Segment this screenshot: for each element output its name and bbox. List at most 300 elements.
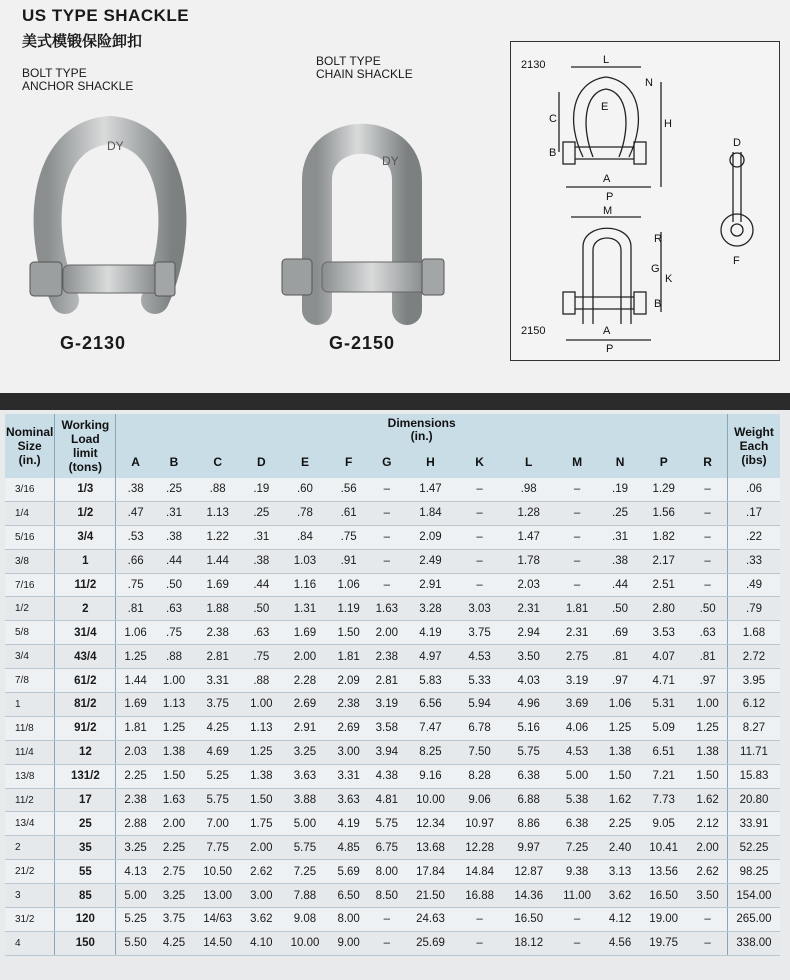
cell-dimension: 1.00 <box>242 693 280 717</box>
header-line: Nominal <box>6 425 54 439</box>
cell-dimension: 3.19 <box>368 693 406 717</box>
cell-load: 61/2 <box>55 669 116 693</box>
cell-dimension: 2.38 <box>330 693 368 717</box>
cell-dimension: 9.38 <box>553 860 601 884</box>
cell-dimension: .63 <box>688 621 727 645</box>
cell-dimension: .66 <box>116 549 155 573</box>
col-header-dim: F <box>330 446 368 478</box>
cell-dimension: 7.88 <box>280 884 329 908</box>
header-line: Weight <box>734 425 774 439</box>
shackle-stamp: DY <box>382 154 399 168</box>
caption-line: CHAIN SHACKLE <box>316 67 413 81</box>
cell-dimension: 10.00 <box>406 788 455 812</box>
cell-dimension: .78 <box>280 501 329 525</box>
cell-size: 1/4 <box>5 501 55 525</box>
caption-line: BOLT TYPE <box>316 54 381 68</box>
cell-dimension: 1.00 <box>155 669 193 693</box>
cell-dimension: 12.28 <box>455 836 504 860</box>
cell-dimension: 2.88 <box>116 812 155 836</box>
cell-dimension: 3.63 <box>280 764 329 788</box>
cell-dimension: 5.25 <box>116 908 155 932</box>
cell-dimension: 5.00 <box>280 812 329 836</box>
cell-dimension: 5.50 <box>116 931 155 955</box>
dimension-letter-row <box>5 446 780 478</box>
cell-size: 31/2 <box>5 908 55 932</box>
cell-dimension: 5.09 <box>639 716 688 740</box>
cell-dimension: 10.00 <box>280 931 329 955</box>
table-row <box>5 908 780 932</box>
cell-dimension: 6.78 <box>455 716 504 740</box>
cell-dimension: .31 <box>242 525 280 549</box>
cell-dimension: 2.91 <box>406 573 455 597</box>
cell-dimension: .88 <box>193 478 242 501</box>
cell-dimension: 8.50 <box>368 884 406 908</box>
cell-dimension: 2.51 <box>639 573 688 597</box>
cell-dimension: 2.81 <box>368 669 406 693</box>
table-body <box>5 478 780 955</box>
col-header-dim: H <box>406 446 455 478</box>
diagram-letter: R <box>654 233 662 245</box>
cell-dimension: 1.03 <box>280 549 329 573</box>
cell-dimension: 1.19 <box>330 597 368 621</box>
diagram-label: 2150 <box>521 325 546 337</box>
table-row <box>5 716 780 740</box>
cell-dimension: .84 <box>280 525 329 549</box>
header-line: Size <box>17 439 42 453</box>
diagram-drawing <box>511 42 779 360</box>
cell-weight: 52.25 <box>728 836 781 860</box>
cell-dimension: 2.00 <box>280 645 329 669</box>
cell-dimension: 1.69 <box>193 573 242 597</box>
cell-dimension: 4.97 <box>406 645 455 669</box>
cell-dimension: 1.38 <box>688 740 727 764</box>
cell-dimension: 1.50 <box>242 788 280 812</box>
cell-size: 3/16 <box>5 478 55 501</box>
cell-weight: 33.91 <box>728 812 781 836</box>
cell-dimension: 14.84 <box>455 860 504 884</box>
cell-dimension: 2.00 <box>242 836 280 860</box>
cell-dimension: 1.84 <box>406 501 455 525</box>
cell-dimension: .88 <box>242 669 280 693</box>
cell-dimension: 5.69 <box>330 860 368 884</box>
cell-dimension: 13.68 <box>406 836 455 860</box>
cell-dimension: 3.69 <box>553 693 601 717</box>
cell-dimension: 7.00 <box>193 812 242 836</box>
table-row <box>5 788 780 812</box>
header-line: Dimensions <box>387 416 456 430</box>
cell-dimension: .63 <box>242 621 280 645</box>
col-header-dim: E <box>280 446 329 478</box>
col-header-dim: R <box>688 446 727 478</box>
cell-dimension: .50 <box>242 597 280 621</box>
cell-dimension: 3.00 <box>330 740 368 764</box>
diagram-letter: N <box>645 77 653 89</box>
cell-dimension: 3.25 <box>155 884 193 908</box>
cell-dimension: 5.00 <box>116 884 155 908</box>
cell-dimension: 1.25 <box>601 716 639 740</box>
cell-dimension: .53 <box>116 525 155 549</box>
diagram-letter: G <box>651 263 660 275</box>
cell-dimension: 2.81 <box>193 645 242 669</box>
cell-dimension: 1.25 <box>155 716 193 740</box>
cell-dimension: 2.09 <box>330 669 368 693</box>
cell-dimension: 1.28 <box>504 501 553 525</box>
cell-dimension: 1.00 <box>688 693 727 717</box>
cell-dimension: .38 <box>242 549 280 573</box>
cell-dimension: 3.31 <box>193 669 242 693</box>
cell-dimension: – <box>688 501 727 525</box>
cell-weight: .22 <box>728 525 781 549</box>
cell-size: 3 <box>5 884 55 908</box>
cell-dimension: 8.28 <box>455 764 504 788</box>
cell-dimension: 3.75 <box>193 693 242 717</box>
cell-dimension: 1.25 <box>242 740 280 764</box>
table-row <box>5 693 780 717</box>
cell-dimension: 2.00 <box>688 836 727 860</box>
cell-dimension: 1.38 <box>242 764 280 788</box>
cell-dimension: 19.00 <box>639 908 688 932</box>
cell-dimension: 5.16 <box>504 716 553 740</box>
cell-size: 13/8 <box>5 764 55 788</box>
cell-load: 131/2 <box>55 764 116 788</box>
cell-dimension: 3.25 <box>280 740 329 764</box>
cell-dimension: 2.00 <box>368 621 406 645</box>
diagram-letter: P <box>606 191 614 203</box>
cell-dimension: .50 <box>688 597 727 621</box>
cell-dimension: 3.53 <box>639 621 688 645</box>
cell-dimension: 18.12 <box>504 931 553 955</box>
cell-dimension: 2.12 <box>688 812 727 836</box>
cell-dimension: .63 <box>155 597 193 621</box>
cell-dimension: 2.03 <box>116 740 155 764</box>
page-title-chinese: 美式模锻保险卸扣 <box>22 33 143 50</box>
header-line: (ibs) <box>741 453 767 467</box>
cell-dimension: 24.63 <box>406 908 455 932</box>
cell-dimension: 1.50 <box>601 764 639 788</box>
cell-dimension: .25 <box>155 478 193 501</box>
cell-dimension: .50 <box>601 597 639 621</box>
cell-dimension: 3.19 <box>553 669 601 693</box>
cell-dimension: .75 <box>242 645 280 669</box>
cell-dimension: .97 <box>601 669 639 693</box>
cell-dimension: .19 <box>242 478 280 501</box>
cell-dimension: 17.84 <box>406 860 455 884</box>
cell-dimension: 7.25 <box>280 860 329 884</box>
cell-dimension: 2.69 <box>330 716 368 740</box>
cell-dimension: 1.25 <box>688 716 727 740</box>
table-row <box>5 740 780 764</box>
cell-dimension: 13.00 <box>193 884 242 908</box>
table-row <box>5 645 780 669</box>
cell-dimension: 2.94 <box>504 621 553 645</box>
cell-dimension: 1.47 <box>504 525 553 549</box>
cell-load: 120 <box>55 908 116 932</box>
cell-dimension: – <box>455 549 504 573</box>
cell-dimension: 16.88 <box>455 884 504 908</box>
cell-dimension: 1.13 <box>242 716 280 740</box>
cell-dimension: 1.44 <box>193 549 242 573</box>
table-row <box>5 478 780 501</box>
cell-dimension: 1.22 <box>193 525 242 549</box>
cell-dimension: .38 <box>601 549 639 573</box>
cell-dimension: .50 <box>155 573 193 597</box>
cell-weight: 338.00 <box>728 931 781 955</box>
cell-load: 43/4 <box>55 645 116 669</box>
cell-dimension: 4.25 <box>155 931 193 955</box>
section-divider <box>0 393 790 410</box>
cell-weight: .06 <box>728 478 781 501</box>
cell-dimension: 7.25 <box>553 836 601 860</box>
cell-dimension: 4.53 <box>553 740 601 764</box>
header-line: (in.) <box>18 453 41 467</box>
cell-dimension: – <box>368 478 406 501</box>
cell-dimension: 14/63 <box>193 908 242 932</box>
cell-weight: .33 <box>728 549 781 573</box>
cell-size: 5/8 <box>5 621 55 645</box>
cell-dimension: 4.12 <box>601 908 639 932</box>
cell-dimension: – <box>688 525 727 549</box>
cell-dimension: 8.86 <box>504 812 553 836</box>
header-line: (in.) <box>410 429 433 443</box>
cell-dimension: 2.25 <box>116 764 155 788</box>
cell-dimension: 3.63 <box>330 788 368 812</box>
cell-weight: 3.95 <box>728 669 781 693</box>
cell-dimension: 7.47 <box>406 716 455 740</box>
cell-dimension: 3.75 <box>455 621 504 645</box>
cell-load: 1/2 <box>55 501 116 525</box>
cell-dimension: 2.00 <box>155 812 193 836</box>
cell-dimension: 1.06 <box>601 693 639 717</box>
table-row <box>5 884 780 908</box>
col-header-dim: N <box>601 446 639 478</box>
cell-dimension: 1.25 <box>116 645 155 669</box>
cell-dimension: .69 <box>601 621 639 645</box>
header-line: limit <box>73 446 98 460</box>
page-title: US TYPE SHACKLE <box>22 6 190 25</box>
cell-dimension: 1.56 <box>639 501 688 525</box>
cell-dimension: 2.91 <box>280 716 329 740</box>
cell-dimension: 1.50 <box>330 621 368 645</box>
cell-dimension: 2.38 <box>193 621 242 645</box>
table-row <box>5 549 780 573</box>
cell-dimension: 1.29 <box>639 478 688 501</box>
diagram-letter: B <box>654 298 662 310</box>
cell-size: 11/4 <box>5 740 55 764</box>
cell-dimension: 1.69 <box>280 621 329 645</box>
cell-dimension: 5.75 <box>504 740 553 764</box>
specification-table <box>5 414 780 956</box>
cell-dimension: 5.25 <box>193 764 242 788</box>
cell-dimension: – <box>455 525 504 549</box>
cell-load: 3/4 <box>55 525 116 549</box>
chain-shackle-image <box>262 120 452 330</box>
col-header-dim: G <box>368 446 406 478</box>
cell-dimension: 7.75 <box>193 836 242 860</box>
cell-dimension: 14.50 <box>193 931 242 955</box>
cell-dimension: 5.75 <box>280 836 329 860</box>
cell-size: 3/8 <box>5 549 55 573</box>
cell-dimension: 1.16 <box>280 573 329 597</box>
table-row <box>5 764 780 788</box>
cell-dimension: 1.44 <box>116 669 155 693</box>
cell-dimension: 1.31 <box>280 597 329 621</box>
cell-dimension: 4.07 <box>639 645 688 669</box>
cell-dimension: 1.38 <box>155 740 193 764</box>
caption-line: BOLT TYPE <box>22 66 87 80</box>
cell-dimension: .19 <box>601 478 639 501</box>
cell-weight: .79 <box>728 597 781 621</box>
cell-dimension: 14.36 <box>504 884 553 908</box>
cell-dimension: – <box>688 931 727 955</box>
cell-dimension: 1.38 <box>601 740 639 764</box>
cell-dimension: 6.75 <box>368 836 406 860</box>
cell-weight: 1.68 <box>728 621 781 645</box>
cell-dimension: 3.75 <box>155 908 193 932</box>
diagram-letter: B <box>549 147 557 159</box>
cell-dimension: 2.31 <box>553 621 601 645</box>
table-row <box>5 621 780 645</box>
cell-weight: 20.80 <box>728 788 781 812</box>
cell-dimension: 4.13 <box>116 860 155 884</box>
cell-dimension: 2.25 <box>155 836 193 860</box>
cell-load: 25 <box>55 812 116 836</box>
cell-dimension: .44 <box>155 549 193 573</box>
cell-load: 11/2 <box>55 573 116 597</box>
cell-dimension: 5.83 <box>406 669 455 693</box>
cell-dimension: 10.97 <box>455 812 504 836</box>
cell-weight: .49 <box>728 573 781 597</box>
cell-dimension: .91 <box>330 549 368 573</box>
cell-dimension: .81 <box>116 597 155 621</box>
cell-dimension: 2.75 <box>155 860 193 884</box>
cell-dimension: 4.38 <box>368 764 406 788</box>
cell-dimension: 3.62 <box>242 908 280 932</box>
cell-dimension: 2.62 <box>688 860 727 884</box>
cell-dimension: – <box>455 501 504 525</box>
col-header-dim: D <box>242 446 280 478</box>
table-row <box>5 573 780 597</box>
cell-size: 1/2 <box>5 597 55 621</box>
cell-dimension: 19.75 <box>639 931 688 955</box>
cell-dimension: 5.94 <box>455 693 504 717</box>
cell-dimension: 1.69 <box>116 693 155 717</box>
cell-dimension: 10.41 <box>639 836 688 860</box>
cell-dimension: 9.05 <box>639 812 688 836</box>
cell-dimension: 2.31 <box>504 597 553 621</box>
cell-dimension: 2.03 <box>504 573 553 597</box>
cell-load: 85 <box>55 884 116 908</box>
table-row <box>5 597 780 621</box>
cell-dimension: 9.00 <box>330 931 368 955</box>
cell-dimension: – <box>688 908 727 932</box>
cell-dimension: 3.58 <box>368 716 406 740</box>
cell-load: 150 <box>55 931 116 955</box>
cell-dimension: .31 <box>601 525 639 549</box>
cell-size: 4 <box>5 931 55 955</box>
table-row <box>5 836 780 860</box>
cell-dimension: 1.82 <box>639 525 688 549</box>
cell-dimension: – <box>688 478 727 501</box>
cell-dimension: 7.50 <box>455 740 504 764</box>
cell-dimension: 2.38 <box>368 645 406 669</box>
cell-dimension: 9.16 <box>406 764 455 788</box>
cell-dimension: 16.50 <box>639 884 688 908</box>
header-line: (tons) <box>68 460 102 474</box>
col-header-dimensions <box>116 414 728 446</box>
cell-dimension: 1.50 <box>155 764 193 788</box>
cell-dimension: 4.96 <box>504 693 553 717</box>
col-header-dim: C <box>193 446 242 478</box>
cell-size: 7/8 <box>5 669 55 693</box>
cell-dimension: – <box>553 908 601 932</box>
diagram-letter: A <box>603 173 611 185</box>
table-row <box>5 931 780 955</box>
diagram-letter: L <box>603 54 610 66</box>
cell-load: 81/2 <box>55 693 116 717</box>
model-label-g2150: G-2150 <box>329 333 396 353</box>
cell-dimension: .81 <box>601 645 639 669</box>
cell-dimension: 3.25 <box>116 836 155 860</box>
cell-size: 13/4 <box>5 812 55 836</box>
cell-dimension: .38 <box>155 525 193 549</box>
cell-dimension: – <box>368 931 406 955</box>
cell-dimension: – <box>368 573 406 597</box>
cell-dimension: – <box>368 908 406 932</box>
cell-dimension: 3.03 <box>455 597 504 621</box>
cell-dimension: 1.75 <box>242 812 280 836</box>
header-line: Working <box>61 418 110 432</box>
cell-dimension: 4.10 <box>242 931 280 955</box>
cell-dimension: 4.19 <box>330 812 368 836</box>
cell-dimension: 5.31 <box>639 693 688 717</box>
cell-dimension: – <box>553 573 601 597</box>
cell-load: 2 <box>55 597 116 621</box>
cell-dimension: – <box>455 478 504 501</box>
cell-dimension: .25 <box>601 501 639 525</box>
cell-weight: 15.83 <box>728 764 781 788</box>
cell-dimension: 1.50 <box>688 764 727 788</box>
cell-dimension: .60 <box>280 478 329 501</box>
cell-dimension: 2.09 <box>406 525 455 549</box>
diagram-label: 2130 <box>521 59 546 71</box>
cell-dimension: 4.81 <box>368 788 406 812</box>
cell-weight: 6.12 <box>728 693 781 717</box>
chain-shackle-caption <box>316 55 413 81</box>
cell-dimension: .75 <box>116 573 155 597</box>
cell-dimension: 5.75 <box>368 812 406 836</box>
cell-dimension: 2.80 <box>639 597 688 621</box>
cell-load: 1/3 <box>55 478 116 501</box>
col-header-dim: A <box>116 446 155 478</box>
cell-size: 1 <box>5 693 55 717</box>
cell-dimension: 4.19 <box>406 621 455 645</box>
cell-dimension: .75 <box>330 525 368 549</box>
cell-dimension: 1.81 <box>330 645 368 669</box>
cell-weight: 2.72 <box>728 645 781 669</box>
cell-dimension: 12.87 <box>504 860 553 884</box>
cell-dimension: .97 <box>688 669 727 693</box>
cell-load: 91/2 <box>55 716 116 740</box>
cell-dimension: 3.13 <box>601 860 639 884</box>
cell-dimension: – <box>688 573 727 597</box>
cell-weight: 11.71 <box>728 740 781 764</box>
cell-dimension: 8.00 <box>330 908 368 932</box>
caption-line: ANCHOR SHACKLE <box>22 79 134 93</box>
col-header-weight <box>728 414 781 478</box>
cell-dimension: .47 <box>116 501 155 525</box>
cell-dimension: 9.06 <box>455 788 504 812</box>
cell-dimension: 12.34 <box>406 812 455 836</box>
